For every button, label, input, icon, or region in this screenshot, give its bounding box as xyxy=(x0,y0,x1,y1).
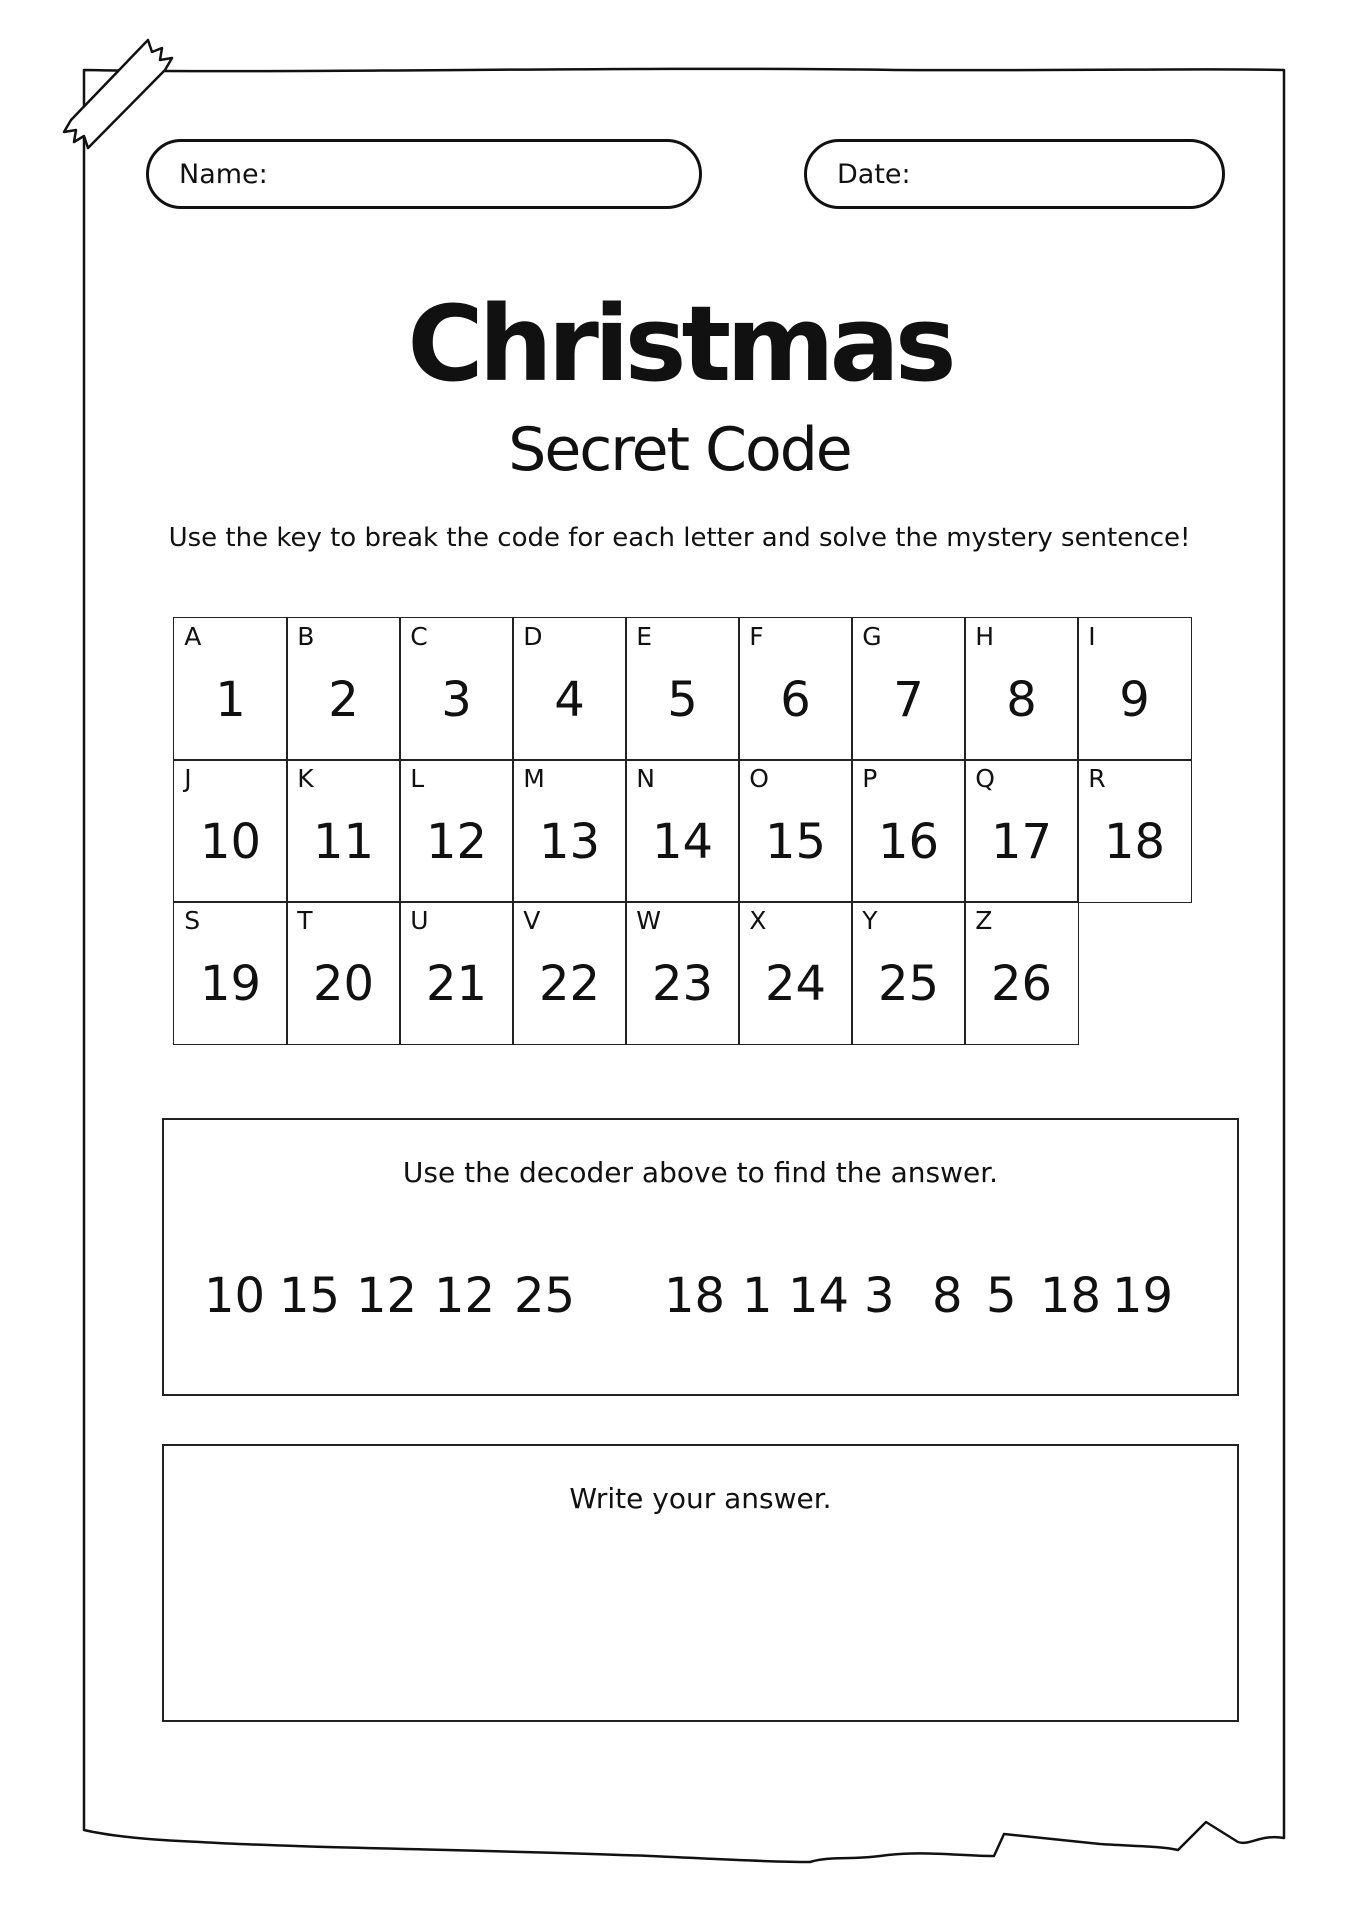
key-cell xyxy=(964,617,1079,761)
answer-box[interactable] xyxy=(162,1444,1239,1722)
key-number: 5 xyxy=(667,672,698,729)
key-cell xyxy=(286,901,401,1045)
key-number: 23 xyxy=(651,956,714,1013)
key-letter: D xyxy=(523,622,543,652)
key-letter: V xyxy=(523,906,541,936)
name-field[interactable] xyxy=(146,139,702,209)
key-number: 6 xyxy=(780,672,811,729)
code-number: 14 xyxy=(788,1268,850,1324)
key-number: 19 xyxy=(199,956,262,1013)
key-letter: C xyxy=(410,622,428,652)
name-label: Name: xyxy=(179,158,268,190)
key-cell xyxy=(964,901,1079,1045)
key-cell xyxy=(625,901,740,1045)
key-number: 10 xyxy=(199,814,262,871)
key-number: 16 xyxy=(877,814,940,871)
key-cell xyxy=(399,617,514,761)
key-letter: L xyxy=(410,764,425,794)
key-letter: U xyxy=(410,906,429,936)
coded-sentence xyxy=(164,1268,1237,1332)
key-letter: N xyxy=(636,764,655,794)
key-number: 22 xyxy=(538,956,601,1013)
key-cell xyxy=(851,617,966,761)
key-cell xyxy=(851,901,966,1045)
key-number: 20 xyxy=(312,956,375,1013)
key-cell xyxy=(625,617,740,761)
key-letter: H xyxy=(975,622,995,652)
key-number: 13 xyxy=(538,814,601,871)
key-cell xyxy=(625,759,740,903)
key-letter: B xyxy=(297,622,315,652)
key-cell xyxy=(1077,617,1192,761)
code-number: 12 xyxy=(434,1268,496,1324)
key-number: 1 xyxy=(215,672,246,729)
key-cell xyxy=(738,617,853,761)
key-cell xyxy=(512,617,627,761)
key-cell xyxy=(512,759,627,903)
key-letter: A xyxy=(184,622,202,652)
instructions-text: Use the key to break the code for each letter and solve the mystery sentence! xyxy=(168,523,1191,553)
key-letter: T xyxy=(297,906,313,936)
key-number: 8 xyxy=(1006,672,1037,729)
key-cell xyxy=(512,901,627,1045)
key-cell xyxy=(173,759,288,903)
key-cell xyxy=(399,759,514,903)
code-number: 10 xyxy=(204,1268,266,1324)
key-number: 21 xyxy=(425,956,488,1013)
key-cell xyxy=(851,759,966,903)
key-number: 17 xyxy=(990,814,1053,871)
key-number: 2 xyxy=(328,672,359,729)
key-letter: Z xyxy=(975,906,993,936)
key-cell xyxy=(173,901,288,1045)
key-cell xyxy=(399,901,514,1045)
code-number: 5 xyxy=(986,1268,1017,1324)
key-letter: K xyxy=(297,764,314,794)
key-letter: O xyxy=(749,764,769,794)
key-number: 4 xyxy=(554,672,585,729)
code-number: 25 xyxy=(514,1268,576,1324)
key-number: 24 xyxy=(764,956,827,1013)
key-letter: S xyxy=(184,906,201,936)
key-number: 25 xyxy=(877,956,940,1013)
key-letter: F xyxy=(749,622,764,652)
code-key-table xyxy=(174,618,1191,1044)
key-number: 12 xyxy=(425,814,488,871)
key-letter: Q xyxy=(975,764,995,794)
key-letter: P xyxy=(862,764,878,794)
key-cell xyxy=(1077,759,1192,903)
key-cell xyxy=(173,617,288,761)
key-cell xyxy=(286,759,401,903)
key-number: 11 xyxy=(312,814,375,871)
key-letter: G xyxy=(862,622,882,652)
code-number: 18 xyxy=(1040,1268,1102,1324)
key-letter: M xyxy=(523,764,545,794)
key-cell xyxy=(286,617,401,761)
code-number: 15 xyxy=(279,1268,341,1324)
key-number: 15 xyxy=(764,814,827,871)
date-field[interactable] xyxy=(804,139,1225,209)
key-letter: W xyxy=(636,906,661,936)
key-number: 3 xyxy=(441,672,472,729)
answer-title: Write your answer. xyxy=(569,1482,832,1515)
code-number: 1 xyxy=(742,1268,773,1324)
key-number: 26 xyxy=(990,956,1053,1013)
key-cell xyxy=(738,759,853,903)
key-letter: E xyxy=(636,622,653,652)
decoder-box xyxy=(162,1118,1239,1396)
key-cell xyxy=(964,759,1079,903)
key-number: 9 xyxy=(1119,672,1150,729)
code-number: 18 xyxy=(664,1268,726,1324)
key-letter: I xyxy=(1088,622,1096,652)
code-number: 19 xyxy=(1112,1268,1174,1324)
code-number: 8 xyxy=(932,1268,963,1324)
decoder-title: Use the decoder above to find the answer. xyxy=(402,1156,999,1189)
key-letter: R xyxy=(1088,764,1106,794)
page-subtitle: Secret Code xyxy=(508,415,851,485)
key-number: 18 xyxy=(1103,814,1166,871)
key-letter: X xyxy=(749,906,767,936)
page-title: Christmas xyxy=(407,283,952,405)
code-number: 12 xyxy=(356,1268,418,1324)
code-number: 3 xyxy=(864,1268,895,1324)
date-label: Date: xyxy=(837,158,911,190)
key-letter: Y xyxy=(862,906,878,936)
key-letter: J xyxy=(184,764,192,794)
key-number: 7 xyxy=(893,672,924,729)
key-cell xyxy=(738,901,853,1045)
key-number: 14 xyxy=(651,814,714,871)
